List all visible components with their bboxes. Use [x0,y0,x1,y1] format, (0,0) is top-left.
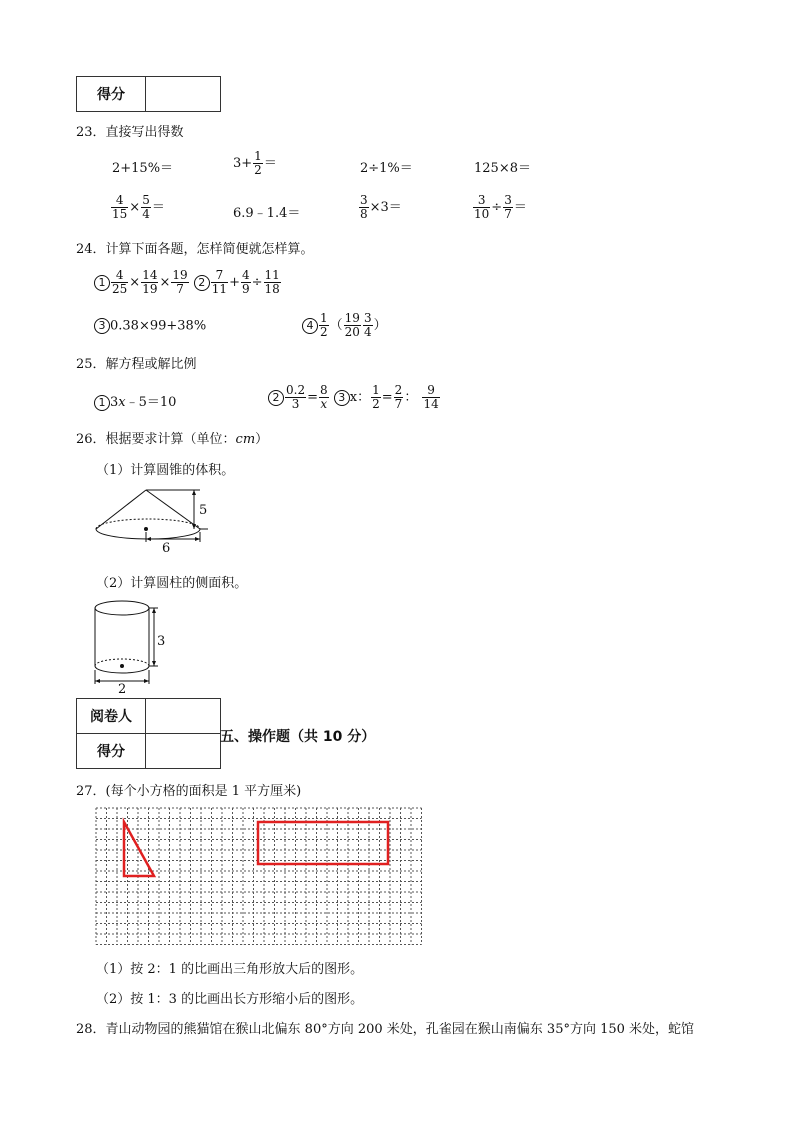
q23-item-6: 6.9﹣1.4＝ [233,206,301,221]
cylinder-center-dot [120,664,124,668]
q23-title: 23．直接写出得数 [76,125,184,140]
red-triangle [124,822,154,876]
q23-item-1: 2+15%＝ [112,161,174,176]
cone-base-back [96,519,200,529]
section-title: 五、操作题（共 10 分） [220,729,376,745]
score-blank [146,77,221,112]
q23-item-4: 125×8＝ [474,161,531,176]
q25-item-1: 1 3x﹣5＝10 [94,391,176,411]
cylinder-height-label: 3 [157,634,166,649]
q25-item-2: 2 $\frac{0.2}{3}$ = $\frac{8}{x}$ 3 x： $\frac{1}{2}$ = $\frac{2}{7}$ ： $\frac{9}{14}$ [268,384,441,411]
cone-left-edge [96,490,146,529]
q28-text: 28．青山动物园的熊猫馆在猴山北偏东 80°方向 200 米处，孔雀园在猴山南偏东 35°方向 150 米处，蛇馆 [76,1022,695,1037]
cylinder-diameter-label: 2 [118,682,127,697]
q27-sub2: （2）按 1：3 的比画出长方形缩小后的图形。 [96,992,364,1007]
cone-right-edge [146,490,200,529]
score-label: 得分 [77,77,146,112]
cone-radius-label: 6 [162,541,171,556]
cone-figure [88,484,218,560]
q26-title: 26．根据要求计算（单位：cm） [76,432,269,447]
q24-title: 24．计算下面各题，怎样简便就怎样算。 [76,242,314,257]
q23-item-3: 2÷1%＝ [360,161,413,176]
review-score-box [76,698,221,769]
q27-sub1: （1）按 2：1 的比画出三角形放大后的图形。 [96,962,364,977]
q24-item-1: 1 $\frac{4}{25}$ × $\frac{14}{19}$ × $\frac{19}{7}$ 2 $\frac{7}{11}$ + $\frac{4}{9}$ ÷ $\frac{11}{18}$ [94,269,282,296]
q24-item-4: 4 $\frac{1}{2}$ （ $\frac{19}{20}$ $\frac{3}{4}$ ） [302,312,387,339]
reviewer-label: 阅卷人 [77,699,146,734]
score-label: 得分 [77,734,146,769]
q23-item-5: $\frac{4}{15}$ × $\frac{5}{4}$ ＝ [112,193,165,221]
q26-sub1: （1）计算圆锥的体积。 [96,463,235,478]
cone-center-dot [144,527,148,531]
q25-title: 25．解方程或解比例 [76,357,197,372]
q23-item-8: $\frac{3}{10}$ ÷ $\frac{3}{7}$ ＝ [474,193,527,221]
cylinder-top [95,601,149,615]
score-box [76,76,221,112]
q24-item-3: 3 0.38×99+38% [94,318,206,334]
cone-base-front [96,529,200,539]
q23-item-2: 3+ $\frac{1}{2}$ ＝ [233,149,277,177]
q27-title: 27．(每个小方格的面积是 1 平方厘米) [76,784,302,799]
grid-figure [94,806,422,948]
cone-height-label: 5 [199,503,208,518]
q23-item-7: $\frac{3}{8}$ ×3＝ [360,193,402,221]
q26-sub2: （2）计算圆柱的侧面积。 [96,576,248,591]
cylinder-figure [88,598,168,688]
